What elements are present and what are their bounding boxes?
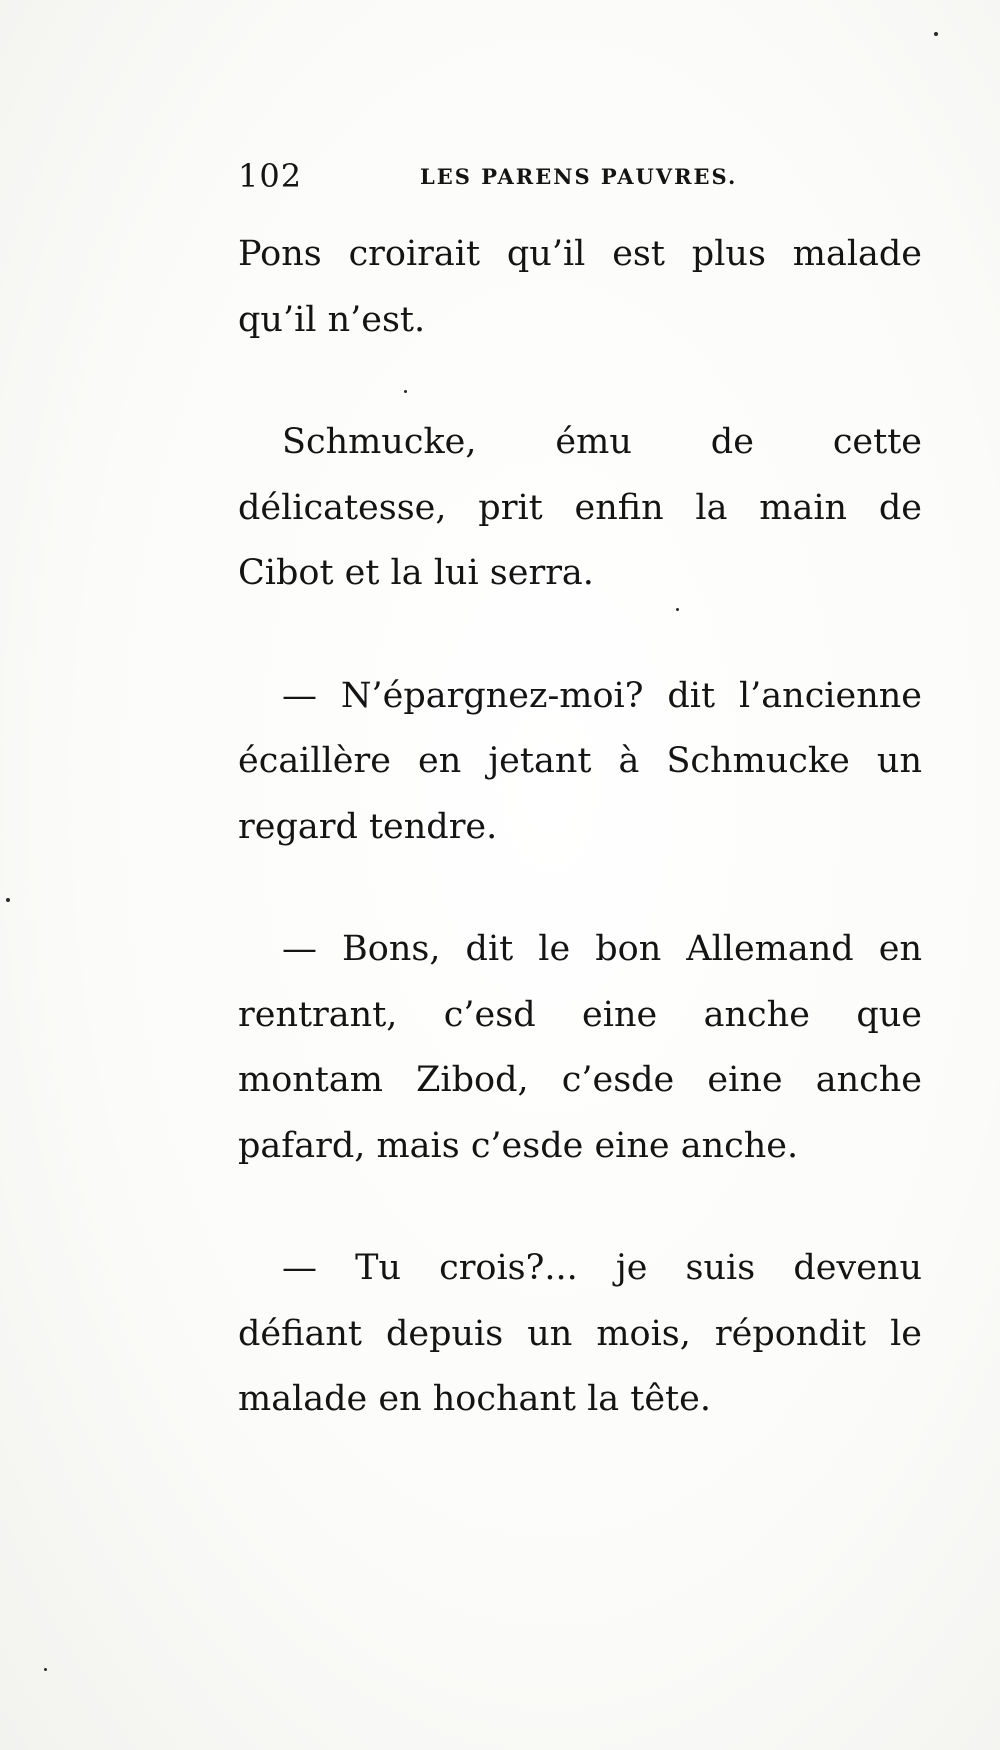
paper-speck (934, 32, 938, 36)
paragraph: Pons croirait qu’il est plus malade qu’il n’est. (238, 234, 922, 340)
page-number: 102 (238, 157, 303, 195)
paper-speck (44, 1668, 47, 1671)
page-header (238, 156, 922, 196)
paper-speck (676, 608, 679, 611)
paper-speck (404, 390, 407, 393)
paper-speck (6, 898, 10, 902)
running-title: LES PARENS PAUVRES. (420, 164, 738, 189)
paragraph: Schmucke, ému de cette délicatesse, prit enfin la main de Cibot et la lui serra. (238, 422, 922, 593)
paragraph: — Bons, dit le bon Allemand en rentrant, c’esd eine anche que montam Zibod, c’esde eine anche pafard, mais c’esde eine anche. (238, 929, 922, 1166)
body-text (238, 222, 922, 1433)
paragraph: — Tu crois?... je suis devenu défiant depuis un mois, répondit le malade en hochant la tête. (238, 1248, 922, 1419)
paragraph: — N’épargnez-moi? dit l’ancienne écaillère en jetant à Schmucke un regard tendre. (238, 675, 922, 847)
